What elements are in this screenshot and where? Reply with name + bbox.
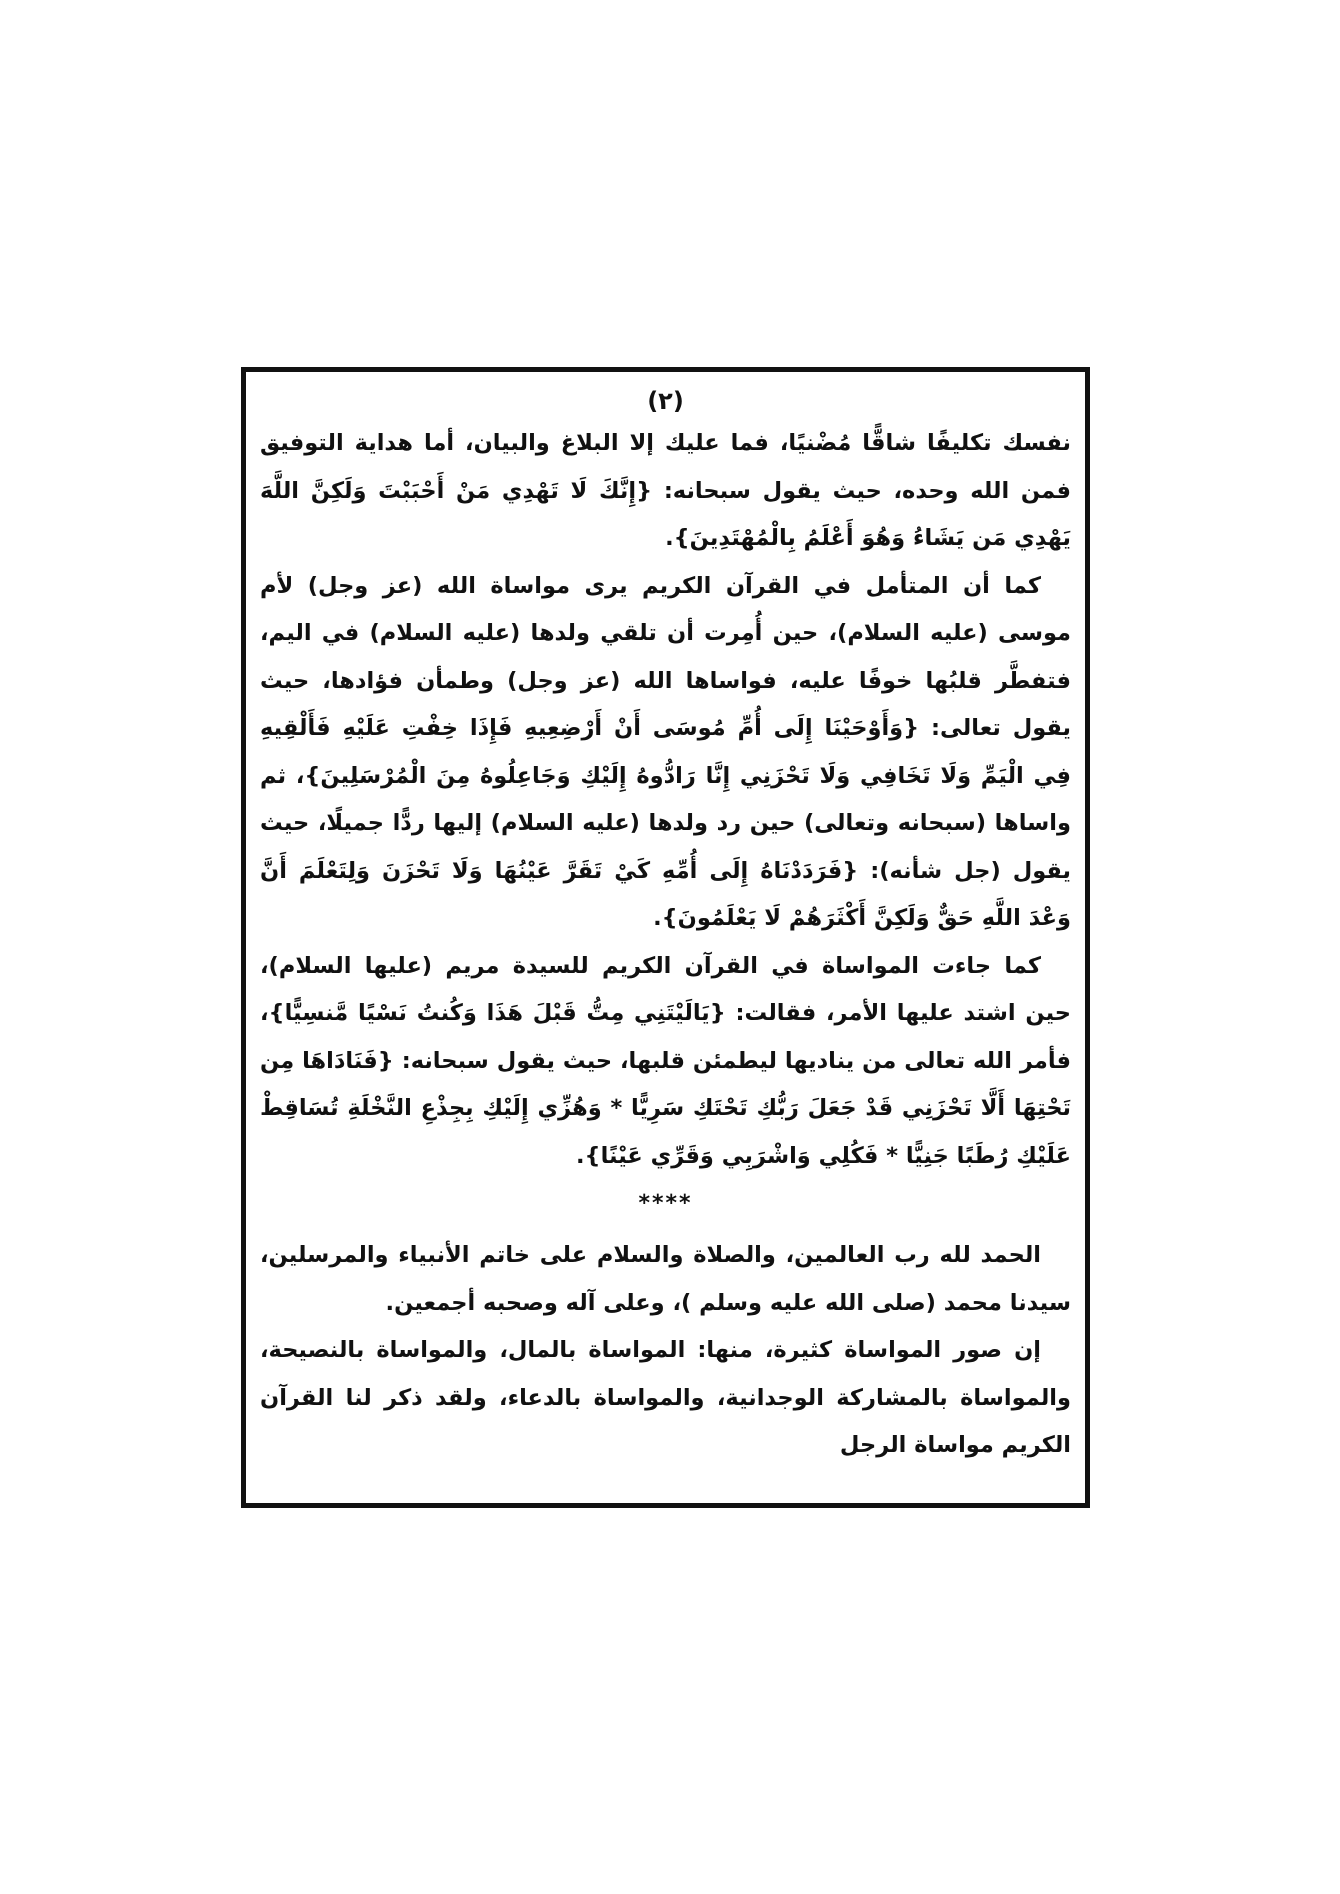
paragraph-praise: الحمد لله رب العالمين، والصلاة والسلام على خاتم الأنبياء والمرسلين، سيدنا محمد (صلى الله عليه وسلم )، وعلى آله وصحبه أجمعين. [260, 1242, 1071, 1316]
section-separator: **** [638, 1191, 693, 1216]
paragraph-guidance: نفسك تكليفًا شاقًّا مُضْنيًا، فما عليك إلا البلاغ والبيان، أما هداية التوفيق فمن الله وحده، حيث يقول سبحانه: {إِنَّكَ لَا تَهْدِي مَنْ أَحْبَبْتَ وَلَكِنَّ اللَّهَ يَهْدِي مَن يَشَاءُ وَهُوَ أَعْلَمُ بِالْمُهْتَدِينَ}. [260, 430, 1071, 551]
paragraph-forms-of-consolation: إن صور المواساة كثيرة، منها: المواساة بالمال، والمواساة بالنصيحة، والمواساة بالمشاركة الوجدانية، والمواساة بالدعاء، ولقد ذكر لنا القرآن الكريم مواساة الرجل [260, 1337, 1071, 1458]
page-frame [241, 367, 1090, 1508]
paragraph-maryam: كما جاءت المواساة في القرآن الكريم للسيدة مريم (عليها السلام)، حين اشتد عليها الأمر، فقالت: {يَالَيْتَنِي مِتُّ قَبْلَ هَذَا وَكُنتُ نَسْيًا مَّنسِيًّا}، فأمر الله تعالى من يناديها ليطمئن قلبها، حيث يقول سبحانه: {فَنَادَاهَا مِن تَحْتِهَا أَلَّا تَحْزَنِي قَدْ جَعَلَ رَبُّكِ تَحْتَكِ سَرِيًّا * وَهُزِّي إِلَيْكِ بِجِذْعِ النَّخْلَةِ تُسَاقِطْ عَلَيْكِ رُطَبًا جَنِيًّا * فَكُلِي وَاشْرَبِي وَقَرِّي عَيْنًا}. [260, 952, 1071, 1169]
page-number: (٢) [647, 387, 684, 415]
paragraph-mother-of-musa: كما أن المتأمل في القرآن الكريم يرى مواساة الله (عز وجل) لأم موسى (عليه السلام)، حين أُمِرت أن تلقي ولدها (عليه السلام) في اليم، فتفطَّر قلبُها خوفًا عليه، فواساها الله (عز وجل) وطمأن فؤادها، حيث يقول تعالى: {وَأَوْحَيْنَا إِلَى أُمِّ مُوسَى أَنْ أَرْضِعِيهِ فَإِذَا خِفْتِ عَلَيْهِ فَأَلْقِيهِ فِي الْيَمِّ وَلَا تَخَافِي وَلَا تَحْزَنِي إِنَّا رَادُّوهُ إِلَيْكِ وَجَاعِلُوهُ مِنَ الْمُرْسَلِينَ}، ثم واساها (سبحانه وتعالى) حين رد ولدها (عليه السلام) إليها ردًّا جميلًا، حيث يقول (جل شأنه): {فَرَدَدْنَاهُ إِلَى أُمِّهِ كَيْ تَقَرَّ عَيْنُهَا وَلَا تَحْزَنَ وَلِتَعْلَمَ أَنَّ وَعْدَ اللَّهِ حَقٌّ وَلَكِنَّ أَكْثَرَهُمْ لَا يَعْلَمُونَ}. [260, 572, 1071, 931]
